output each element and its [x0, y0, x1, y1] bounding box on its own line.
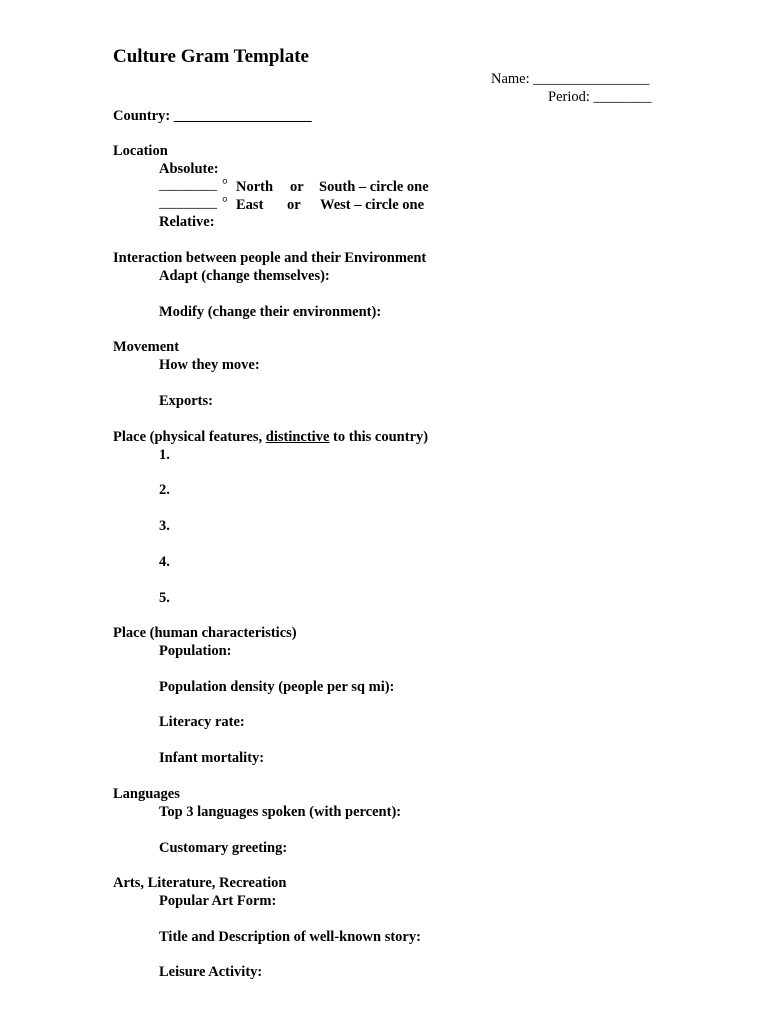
- population-label: Population:: [159, 643, 232, 659]
- popular-art-label: Popular Art Form:: [159, 893, 277, 909]
- languages-heading: Languages: [113, 786, 180, 802]
- how-they-move-label: How they move:: [159, 357, 260, 373]
- longitude-or: or: [287, 197, 301, 213]
- place-physical-heading: Place (physical features, distinctive to this country): [113, 429, 429, 445]
- leisure-label: Leisure Activity:: [159, 964, 263, 980]
- west-option[interactable]: West – circle one: [320, 197, 425, 213]
- top-languages-label: Top 3 languages spoken (with percent):: [159, 804, 402, 820]
- longitude-blank[interactable]: ________: [159, 195, 217, 211]
- east-option[interactable]: East: [236, 197, 264, 213]
- infant-mortality-label: Infant mortality:: [159, 750, 265, 766]
- modify-label: Modify (change their environment):: [159, 304, 382, 320]
- movement-heading: Movement: [113, 339, 180, 355]
- page-title: Culture Gram Template: [113, 46, 309, 67]
- feature-item-2: 2.: [159, 482, 170, 498]
- latitude-degree: °: [222, 177, 228, 193]
- story-label: Title and Description of well-known story:: [159, 929, 421, 945]
- exports-label: Exports:: [159, 393, 213, 409]
- adapt-label: Adapt (change themselves):: [159, 268, 330, 284]
- feature-item-5: 5.: [159, 590, 170, 606]
- name-field[interactable]: Name: ________________: [491, 71, 650, 87]
- latitude-blank[interactable]: ________: [159, 177, 217, 193]
- location-heading: Location: [113, 143, 168, 159]
- country-field[interactable]: Country: ___________________: [113, 108, 312, 124]
- relative-label: Relative:: [159, 214, 215, 230]
- feature-item-4: 4.: [159, 554, 170, 570]
- south-option[interactable]: South – circle one: [319, 179, 429, 195]
- distinctive-underlined: distinctive: [265, 429, 330, 445]
- absolute-label: Absolute:: [159, 161, 219, 177]
- latitude-or: or: [290, 179, 304, 195]
- literacy-label: Literacy rate:: [159, 714, 245, 730]
- period-field[interactable]: Period: ________: [548, 89, 652, 105]
- feature-item-3: 3.: [159, 518, 170, 534]
- arts-heading: Arts, Literature, Recreation: [113, 875, 287, 891]
- north-option[interactable]: North: [236, 179, 274, 195]
- density-label: Population density (people per sq mi):: [159, 679, 395, 695]
- interaction-heading: Interaction between people and their Environment: [113, 250, 427, 266]
- place-human-heading: Place (human characteristics): [113, 625, 297, 641]
- longitude-degree: °: [222, 195, 228, 211]
- greeting-label: Customary greeting:: [159, 840, 288, 856]
- feature-item-1: 1.: [159, 447, 170, 463]
